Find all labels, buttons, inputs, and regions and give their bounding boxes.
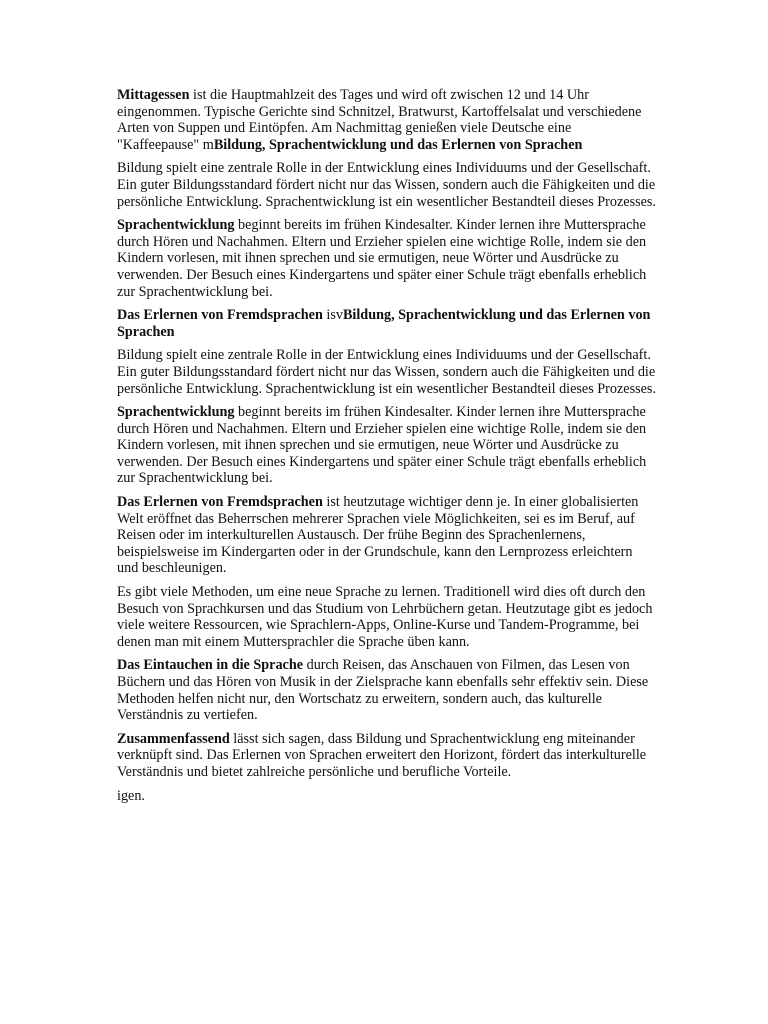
paragraph-text: isv [322,307,343,324]
bold-term: Das Erlernen von Fremdsprachen [117,307,323,324]
paragraph-text: lässt sich sagen, dass Bildung und Sprachentwicklung eng miteinander verknüpft sind. Das Erlernen von Sprachen erweitert den Horizont, fördert das interkulturelle Verständnis und bietet zahlreiche persönliche und berufliche Vorteile. [117,730,647,780]
bold-heading: Bildung, Sprachentwicklung und das Erlernen von Sprachen [117,307,651,340]
paragraph [117,217,657,300]
bold-term: Das Erlernen von Fremdsprachen [117,494,323,511]
document-body [117,87,657,811]
paragraph-text: Es gibt viele Methoden, um eine neue Sprache zu lernen. Traditionell wird dies oft durch den Besuch von Sprachkursen und das Studium von Lehrbüchern getan. Heutzutage gibt es jedoch viele weitere Ressourcen, wie Sprachlern-Apps, Online-Kurse und Tandem-Programme, bei denen man mit einem Muttersprachler die Sprache üben kann. [117,584,653,650]
bold-term: Mittagessen [117,87,190,103]
paragraph [117,87,657,153]
paragraph-text: Bildung spielt eine zentrale Rolle in der Entwicklung eines Individuums und der Gesellschaft. Ein guter Bildungsstandard fördert nicht nur das Wissen, sondern auch die Fähigkeiten und die persönliche Entwicklung. Sprachentwicklung ist ein wesentlicher Bestandteil dieses Prozesses. [117,347,656,397]
bold-term: Das Eintauchen in die Sprache [117,657,304,674]
paragraph [117,657,657,723]
bold-term: Sprachentwicklung [117,404,235,421]
paragraph [117,307,657,340]
paragraph-text: durch Reisen, das Anschauen von Filmen, das Lesen von Büchern und das Hören von Musik in der Zielsprache kann ebenfalls sehr effektiv sein. Diese Methoden helfen nicht nur, den Wortschatz zu erweitern, sondern auch, das kulturelle Verständnis zu vertiefen. [117,657,649,724]
bold-term: Sprachentwicklung [117,217,235,234]
paragraph [117,160,657,210]
paragraph [117,731,657,781]
bold-term: Zusammenfassend [117,730,230,747]
paragraph-text: Bildung spielt eine zentrale Rolle in der Entwicklung eines Individuums und der Gesellschaft. Ein guter Bildungsstandard fördert nicht nur das Wissen, sondern auch die Fähigkeiten und die persönliche Entwicklung. Sprachentwicklung ist ein wesentlicher Bestandteil dieses Prozesses. [117,160,656,210]
paragraph-text: beginnt bereits im frühen Kindesalter. Kinder lernen ihre Muttersprache durch Hören und Nachahmen. Eltern und Erzieher spielen eine wichtige Rolle, indem sie den Kindern vorlesen, mit ihnen sprechen und sie ermutigen, neue Wörter und Ausdrücke zu verwenden. Der Besuch eines Kindergartens und später einer Schule trägt ebenfalls erheblich zur Sprachentwicklung bei. [117,217,647,300]
paragraph-text: igen. [117,787,145,804]
paragraph-text: ist die Hauptmahlzeit des Tages und wird oft zwischen 12 und 14 Uhr eingenommen. Typische Gerichte sind Schnitzel, Bratwurst, Kartoffelsalat und verschiedene Arten von Suppen und Eintöpfen. Am Nachmittag genießen viele Deutsche eine "Kaffeepause" m [117,87,642,153]
paragraph [117,788,657,805]
paragraph [117,494,657,577]
paragraph [117,584,657,650]
paragraph-text: ist heutzutage wichtiger denn je. In einer globalisierten Welt eröffnet das Beherrschen mehrerer Sprachen viele Möglichkeiten, sei es im Beruf, auf Reisen oder im interkulturellen Austausch. Der frühe Beginn des Sprachenlernens, beispielsweise im Kindergarten oder in der Grundschule, kann den Lernprozess erleichtern und beschleunigen. [117,494,639,577]
paragraph-text: beginnt bereits im frühen Kindesalter. Kinder lernen ihre Muttersprache durch Hören und Nachahmen. Eltern und Erzieher spielen eine wichtige Rolle, indem sie den Kindern vorlesen, mit ihnen sprechen und sie ermutigen, neue Wörter und Ausdrücke zu verwenden. Der Besuch eines Kindergartens und später einer Schule trägt ebenfalls erheblich zur Sprachentwicklung bei. [117,404,647,487]
paragraph [117,347,657,397]
bold-heading: Bildung, Sprachentwicklung und das Erlernen von Sprachen [213,136,583,153]
paragraph [117,404,657,487]
